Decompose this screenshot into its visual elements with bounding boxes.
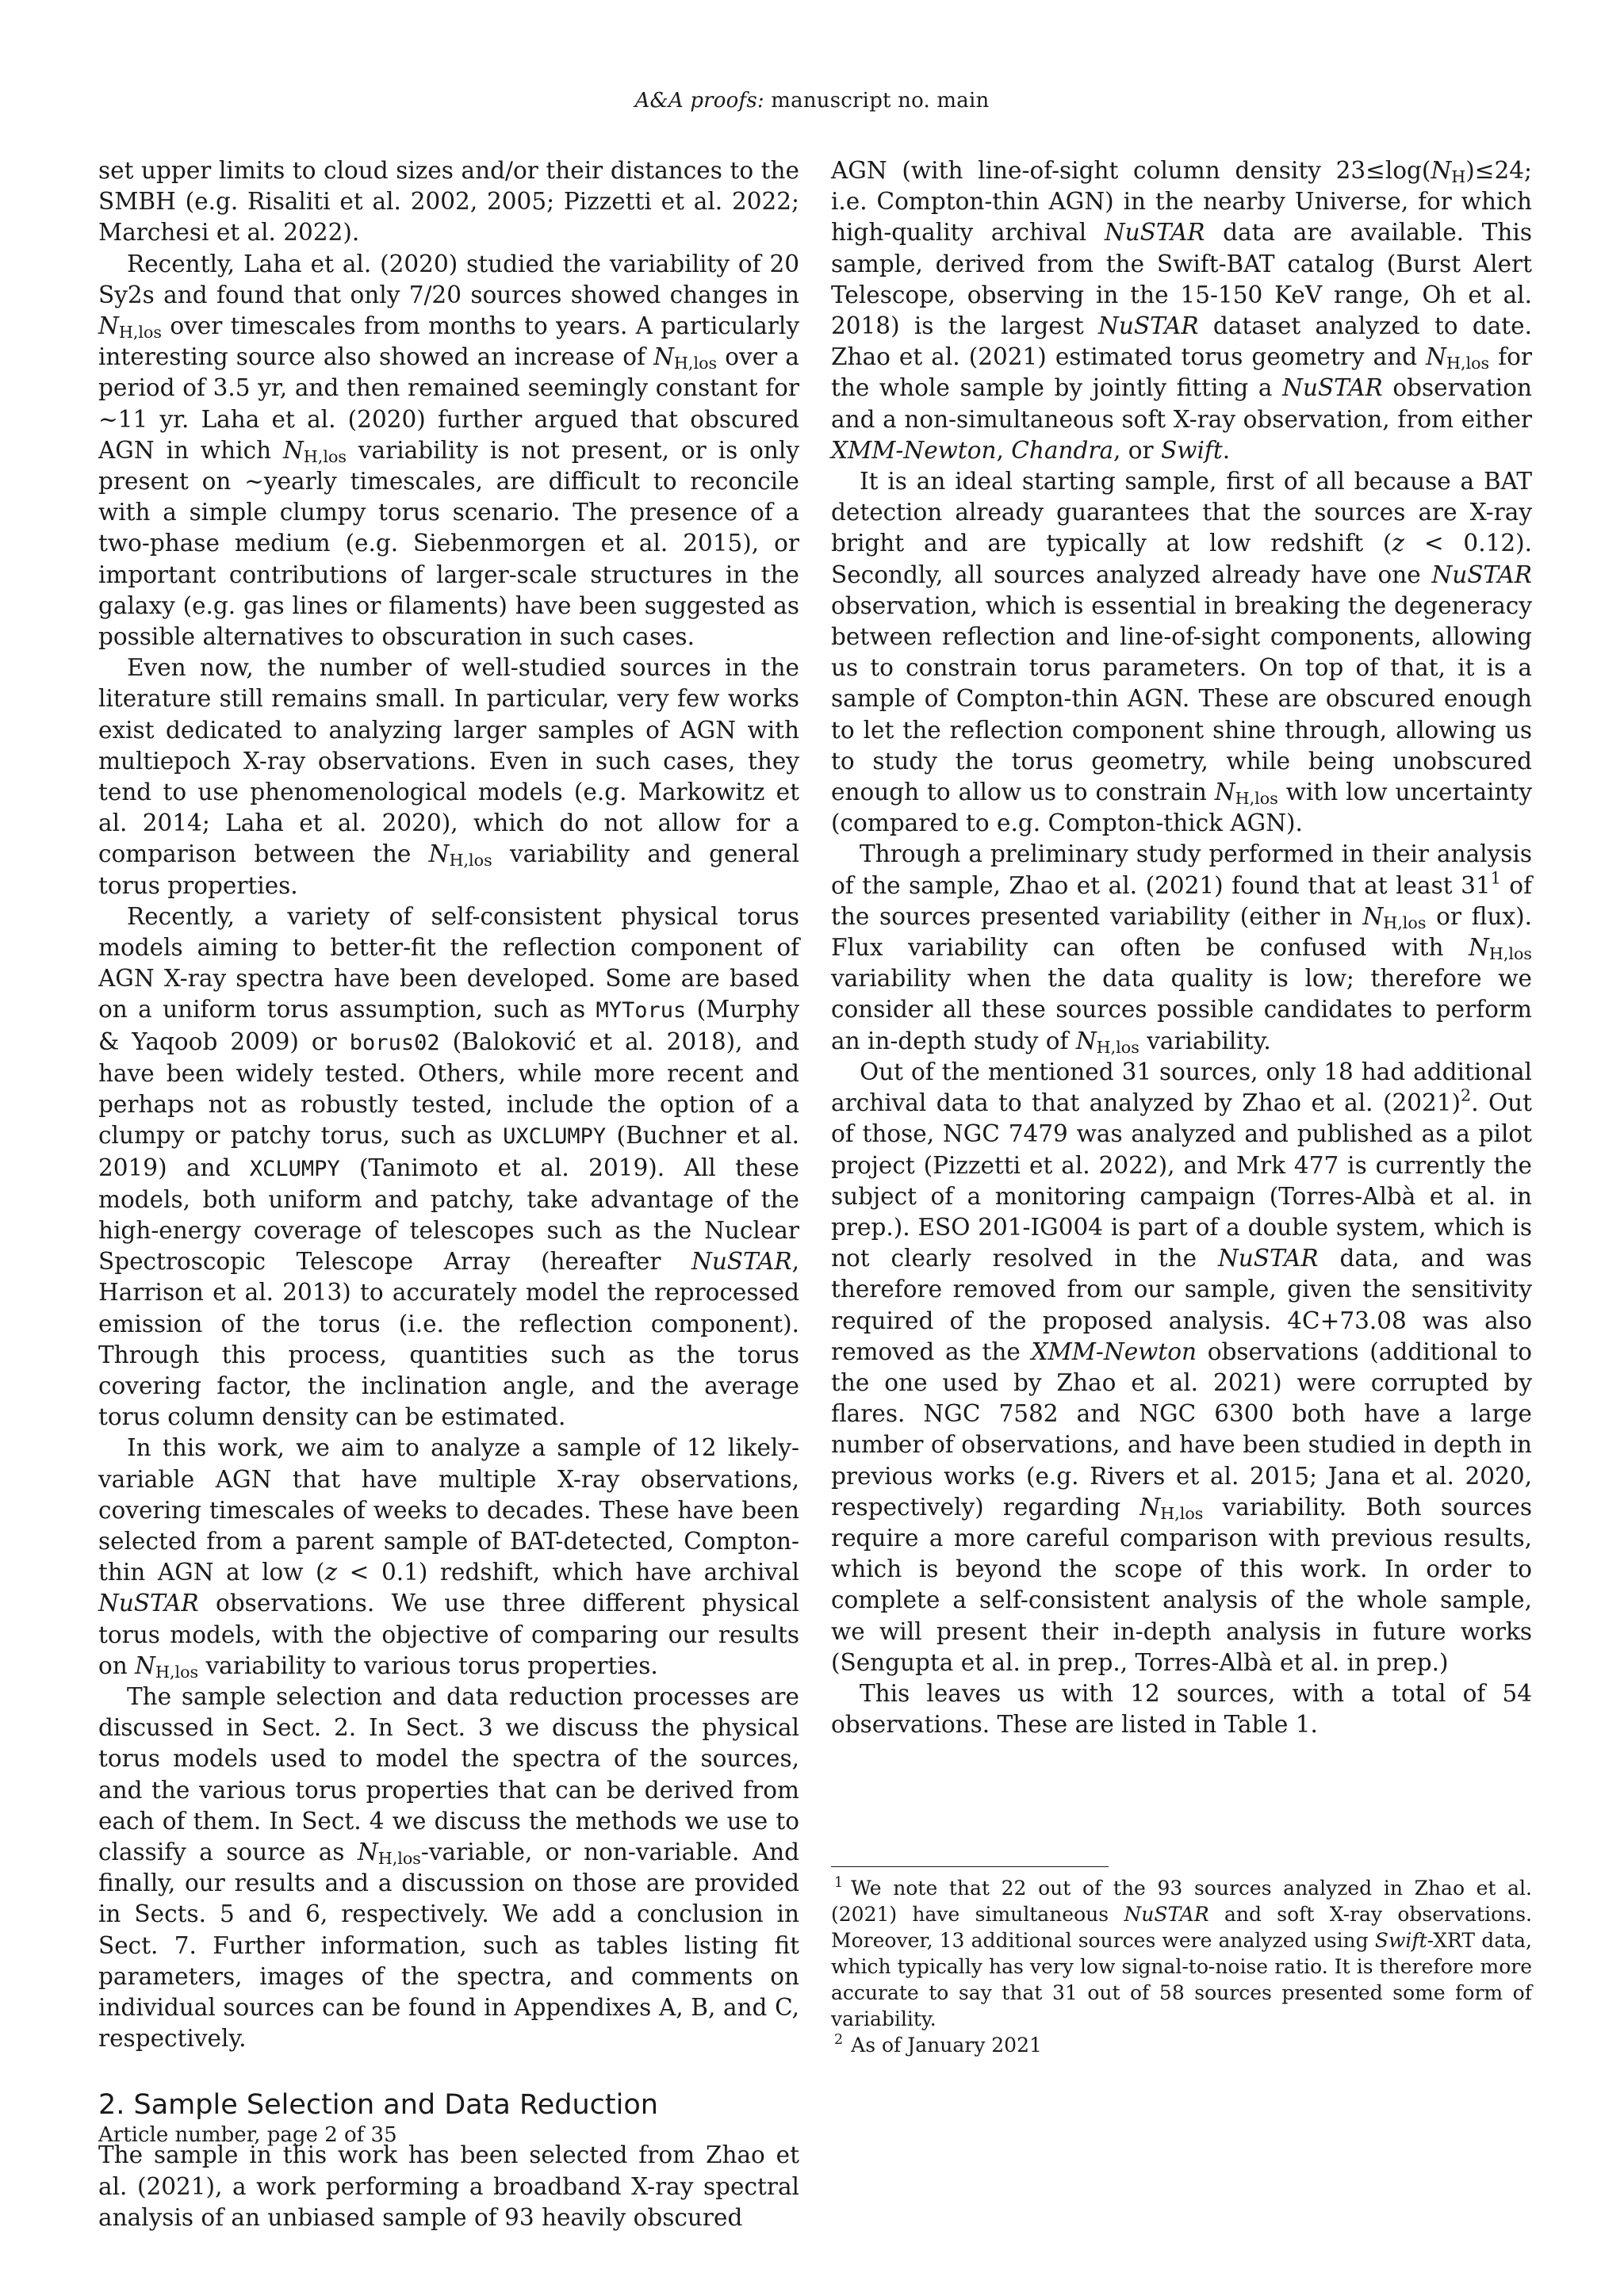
paragraph: Out of the mentioned 31 sources, only 18 had additional archival data to that analyzed by Zhao et al. $(2021)^2$. Out of those, NGC 7479 was analyzed and published as a pilot project (Pizzetti et al. 2022), and Mrk 477 is currently the subject of a monitoring campaign (Torres-Albà et al. in prep.). ESO 201-IG004 is part of a double system, which is not clearly resolved in the NuSTAR data, and was therefore removed from our sample, given the sensitivity required of the proposed analysis. 4C+73.08 was also removed as the XMM-Newton observations (additional to the one used by Zhao et al. 2021) were corrupted by flares. NGC 7582 and NGC 6300 both have a large number of observations, and have been studied in depth in previous works (e.g. Rivers et al. 2015; Jana et al. 2020, respectively) regarding $N_{H,los}$ variability. Both sources require a more careful comparison with previous results, which is beyond the scope of this work. In order to complete a self-consistent analysis of the whole sample, we will present their in-depth analysis in future works (Sengupta et al. in prep., Torres-Albà et al. in prep.)	[831, 1058, 1532, 1676]
model-name: XCLUMPY	[249, 1156, 340, 1181]
nh-los-symbol: $N_{H,los}$	[1214, 779, 1278, 809]
model-name: borus02	[349, 1030, 440, 1055]
right-column	[831, 155, 1532, 1740]
nh-los-symbol: $N_{H,los}$	[282, 436, 347, 466]
footnotes	[831, 1866, 1532, 2058]
paragraph: set upper limits to cloud sizes and/or their distances to the SMBH (e.g. Risaliti et al. 2002, 2005; Pizzetti et al. 2022; Marchesi et al. 2022).	[98, 157, 799, 247]
nh-los-symbol: $N_{H,los}$	[98, 312, 162, 342]
footnote-ref[interactable]: 2	[1461, 1085, 1472, 1105]
nh-los-symbol: $N_{H,los}$	[1426, 343, 1490, 373]
footnote-2: $^2$ As of January 2021	[834, 2031, 1042, 2057]
nh-los-symbol: $N_{H,los}$	[653, 343, 718, 373]
running-head	[0, 89, 1624, 113]
model-name: MYTorus	[596, 998, 687, 1024]
model-name: UXCLUMPY	[503, 1124, 607, 1150]
paragraph: It is an ideal starting sample, first of all because a BAT detection already guarantees that the sources are X-ray bright and are typically at low redshift (z < 0.12). Secondly, all sources analyzed already have one NuSTAR observation, which is essential in breaking the degeneracy between reflection and line-of-sight components, allowing us to constrain torus parameters. On top of that, it is a sample of Compton-thin AGN. These are obscured enough to let the reflection component shine through, allowing us to study the torus geometry, while being unobscured enough to allow us to constrain $N_{H,los}$ with low uncertainty (compared to e.g. Compton-thick AGN).	[831, 468, 1533, 837]
nh-los-symbol: $N_{H,los}$	[1075, 1027, 1139, 1057]
journal-name: A&A proofs:	[634, 89, 764, 113]
footnote-ref[interactable]: 1	[1490, 868, 1501, 888]
manuscript-label: manuscript no. main	[771, 89, 990, 113]
paragraph: In this work, we aim to analyze a sample of 12 likely-variable AGN that have multiple X-ray observations, covering timescales of weeks to decades. These have been selected from a parent sample of BAT-detected, Compton-thin AGN at low (z < 0.1) redshift, which have archival NuSTAR observations. We use three different physical torus models, with the objective of comparing our results on $N_{H,los}$ variability to various torus properties.	[98, 1434, 799, 1682]
paragraph: This leaves us with 12 sources, with a total of 54 observations. These are listed in Table 1.	[831, 1679, 1532, 1739]
paragraph: Even now, the number of well-studied sources in the literature still remains small. In particular, very few works exist dedicated to analyzing larger samples of AGN with multiepoch X-ray observations. Even in such cases, they tend to use phenomenological models (e.g. Markowitz et al. 2014; Laha et al. 2020), which do not allow for a comparison between the $N_{H,los}$ variability and general torus properties.	[98, 654, 799, 899]
section-heading: 2. Sample Selection and Data Reduction	[98, 2089, 658, 2122]
nh-los-symbol: $N_{H,los}$	[428, 840, 492, 871]
paragraph: The sample in this work has been selected from Zhao et al. (2021), a work performing a broadband X-ray spectral analysis of an unbiased sample of 93 heavily obscured	[98, 2141, 799, 2231]
paragraph: Recently, Laha et al. (2020) studied the variability of 20 Sy2s and found that only 7/20 sources showed changes in $N_{H,los}$ over timescales from months to years. A particularly interesting source also showed an increase of $N_{H,los}$ over a period of 3.5 yr, and then remained seemingly constant for ∼11 yr. Laha et al. (2020) further argued that obscured AGN in which $N_{H,los}$ variability is not present, or is only present on ∼yearly timescales, are difficult to reconcile with a simple clumpy torus scenario. The presence of a two-phase medium (e.g. Siebenmorgen et al. 2015), or important contributions of larger-scale structures in the galaxy (e.g. gas lines or filaments) have been suggested as possible alternatives to obscuration in such cases.	[98, 250, 800, 651]
nh-los-symbol: $N_{H,los}$	[1362, 902, 1427, 933]
left-column	[98, 155, 799, 2233]
page-footer: Article number, page 2 of 35	[98, 2123, 397, 2147]
paragraph: Recently, a variety of self-consistent physical torus models aiming to better-fit the reflection component of AGN X-ray spectra have been developed. Some are based on a uniform torus assumption, such as MYTorus (Murphy & Yaqoob 2009) or borus02 (Baloković et al. 2018), and have been widely tested. Others, while more recent and perhaps not as robustly tested, include the option of a clumpy or patchy torus, such as UXCLUMPY (Buchner et al. 2019) and XCLUMPY (Tanimoto et al. 2019). All these models, both uniform and patchy, take advantage of the high-energy coverage of telescopes such as the Nuclear Spectroscopic Telescope Array (hereafter NuSTAR, Harrison et al. 2013) to accurately model the reprocessed emission of the torus (i.e. the reflection component). Through this process, quantities such as the torus covering factor, the inclination angle, and the average torus column density can be estimated.	[98, 902, 799, 1431]
paragraph: Through a preliminary study performed in their analysis of the sample, Zhao et al. (2021) found that at least $31^1$ of the sources presented variability (either in $N_{H,los}$ or flux). Flux variability can often be confused with $N_{H,los}$ variability when the data quality is low; therefore we consider all these sources possible candidates to perform an in-depth study of $N_{H,los}$ variability.	[831, 840, 1532, 1057]
footnote-1: $^1$ We note that 22 out of the 93 sources analyzed in Zhao et al. (2021) have simultaneous NuSTAR and soft X-ray observations. Moreover, 13 additional sources were analyzed using Swift-XRT data, which typically has very low signal-to-noise ratio. It is therefore more accurate to say that 31 out of 58 sources presented some form of variability.	[831, 1874, 1532, 2030]
nh-los-symbol: $N_{H,los}$	[1139, 1493, 1204, 1523]
nh-los-symbol: $N_{H,los}$	[135, 1651, 199, 1682]
footnote-rule	[831, 1866, 1109, 1867]
paragraph: AGN (with line-of-sight column density $23\le\log(N_H)\le 24$; i.e. Compton-thin AGN) in the nearby Universe, for which high-quality archival NuSTAR data are available. This sample, derived from the Swift-BAT catalog (Burst Alert Telescope, observing in the 15-150 KeV range, Oh et al. 2018) is the largest NuSTAR dataset analyzed to date. Zhao et al. (2021) estimated torus geometry and $N_{H,los}$ for the whole sample by jointly fitting a NuSTAR observation and a non-simultaneous soft X-ray observation, from either XMM-Newton, Chandra, or Swift.	[831, 157, 1532, 464]
paragraph: The sample selection and data reduction processes are discussed in Sect. 2. In Sect. 3 we discuss the physical torus models used to model the spectra of the sources, and the various torus properties that can be derived from each of them. In Sect. 4 we discuss the methods we use to classify a source as $N_{H,los}$-variable, or non-variable. And finally, our results and a discussion on those are provided in Sects. 5 and 6, respectively. We add a conclusion in Sect. 7. Further information, such as tables listing fit parameters, images of the spectra, and comments on individual sources can be found in Appendixes A, B, and C, respectively.	[98, 1682, 799, 2053]
nh-los-symbol: $N_{H,los}$	[1469, 934, 1532, 964]
nh-los-symbol: $N_{H,los}$	[357, 1838, 421, 1869]
